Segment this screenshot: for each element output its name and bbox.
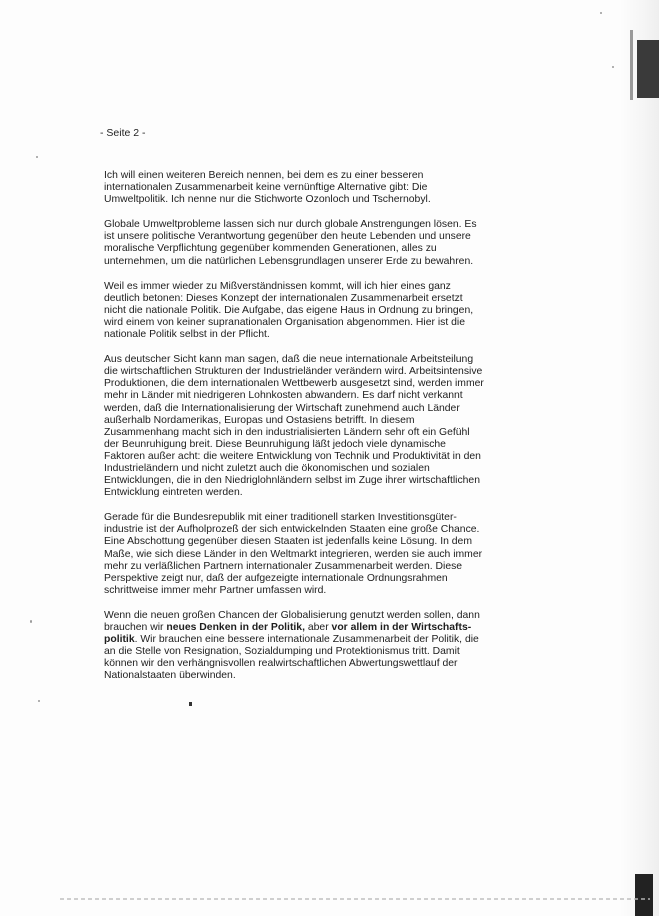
text-line: Eine Abschottung gegenüber diesen Staaten ist jedenfalls keine Lösung. In dem (104, 536, 472, 548)
text-line (104, 610, 526, 622)
text-line: Umweltpolitik. Ich nenne nur die Stichworte Ozonloch und Tschernobyl. (104, 194, 431, 206)
scan-speck (600, 12, 602, 14)
text-line: industrie ist der Aufholprozeß der sich entwickelnden Staaten eine große Chance. (104, 524, 480, 536)
text-line: internationalen Zusammenarbeit keine vernünftige Alternative gibt: Die (104, 182, 428, 194)
text-line: mehr zu verläßlichen Partnern internationaler Zusammenarbeit werden. Diese (104, 560, 463, 572)
text-line: Globale Umweltprobleme lassen sich nur durch globale Anstrengungen lösen. Es (104, 219, 477, 231)
bold-text-segment: neues Denken in der Politik, (166, 622, 305, 633)
text-line (104, 670, 526, 682)
text-segment: an die Stelle von Resignation, Sozialdumping und Protektionismus tritt. Damit (104, 646, 460, 658)
text-line: Gerade für die Bundesrepublik mit einer traditionell starken Investitionsgüter- (104, 512, 457, 524)
text-line: die wirtschaftlichen Strukturen der Industrieländer verändern wird. Arbeitsintensive (104, 366, 483, 378)
text-line: nicht die nationale Politik. Die Aufgabe, das eigene Haus in Ordnung zu bringen, (104, 304, 474, 316)
text-line: Maße, wie sich diese Länder in den Weltmarkt integrieren, werden sie auch immer (104, 548, 483, 560)
scan-artifact-line (630, 30, 633, 100)
scan-artifact-block-bottom (635, 874, 653, 916)
scan-speck (36, 156, 38, 158)
text-line (104, 622, 526, 634)
scan-artifact-block-top (637, 40, 659, 98)
text-line: mehr in Länder mit niedrigeren Lohnkosten abwandern. Es darf nicht verkannt (104, 390, 463, 402)
text-line: Aus deutscher Sicht kann man sagen, daß die neue internationale Arbeitsteilung (104, 354, 474, 366)
paragraph (104, 219, 526, 267)
text-line: ist unsere politische Verantwortung gegenüber den heute Lebenden und unsere (104, 231, 471, 243)
paragraph (104, 281, 526, 341)
text-line: Perspektive zeigt nur, daß der aufgezeigte internationale Ordnungsrahmen (104, 572, 448, 584)
scan-speck (612, 66, 614, 68)
scan-speck (38, 700, 40, 702)
text-line: Industrieländern und nicht zuletzt auch die ökonomischen und sozialen (104, 462, 430, 474)
text-segment: brauchen wir (104, 622, 167, 633)
text-line: Weil es immer wieder zu Mißverständnissen kommt, will ich hier eines ganz (104, 280, 451, 292)
text-line: nationale Politik selbst in der Pflicht. (104, 329, 270, 341)
text-segment: aber (304, 622, 332, 633)
paragraph (104, 512, 526, 597)
text-line: deutlich betonen: Dieses Konzept der internationalen Zusammenarbeit ersetzt (104, 292, 463, 304)
paragraph (104, 354, 526, 499)
text-line (104, 646, 526, 658)
letter-body (104, 170, 526, 695)
text-line: unternehmen, um die natürlichen Lebensgrundlagen unserer Erde zu bewahren. (104, 255, 474, 267)
scan-artifact-mark (189, 702, 192, 706)
text-segment: Nationalstaaten überwinden. (104, 670, 236, 682)
text-line (104, 634, 526, 646)
bold-text-segment: vor allem in der Wirtschafts- (331, 622, 472, 633)
text-line: außerhalb Nordamerikas, Europas und Ostasiens betrifft. In diesem (104, 414, 415, 426)
text-line: werden, daß die Internationalisierung der Wirtschaft zunehmend auch Länder (104, 402, 460, 414)
text-segment: . Wir brauchen eine bessere internationale Zusammenarbeit der Politik, die (134, 634, 479, 646)
bold-text-segment: politik (104, 634, 135, 646)
text-line: Entwicklung eintreten werden. (104, 487, 243, 499)
text-line: Entwicklungen, die in den Niedriglohnländern selbst im Zuge ihrer wirtschaftlichen (104, 475, 480, 487)
text-segment: können wir den verhängnisvollen realwirtschaftlichen Abwertungswettlauf der (104, 658, 458, 670)
text-line: schrittweise immer mehr Partner umfassen wird. (104, 584, 327, 596)
text-line: Produktionen, die dem internationalen Wettbewerb ausgesetzt sind, werden immer (104, 378, 484, 390)
paragraph (104, 610, 526, 683)
text-line (104, 658, 526, 670)
text-segment: Wenn die neuen großen Chancen der Globalisierung genutzt werden sollen, dann (104, 609, 480, 621)
page-number-header: - Seite 2 - (100, 127, 146, 139)
text-line: der Beunruhigung breit. Diese Beunruhigung läßt jedoch viele dynamische (104, 438, 446, 450)
scan-edge-shadow (619, 0, 659, 916)
text-line: Zusammenhang macht sich in den industrialisierten Ländern sehr oft ein Gefühl (104, 426, 470, 438)
text-line: wird einem von keiner supranationalen Organisation abgenommen. Hier ist die (104, 316, 465, 328)
text-line: moralische Verpflichtung gegenüber kommenden Generationen, alles zu (104, 243, 437, 255)
text-line: Faktoren außer acht: die weitere Entwicklung von Technik und Produktivität in den (104, 450, 481, 462)
text-line: Ich will einen weiteren Bereich nennen, bei dem es zu einer besseren (104, 170, 424, 181)
paragraph (104, 170, 526, 206)
scan-speck (30, 620, 32, 623)
scan-artifact-bottom-line (60, 898, 650, 900)
